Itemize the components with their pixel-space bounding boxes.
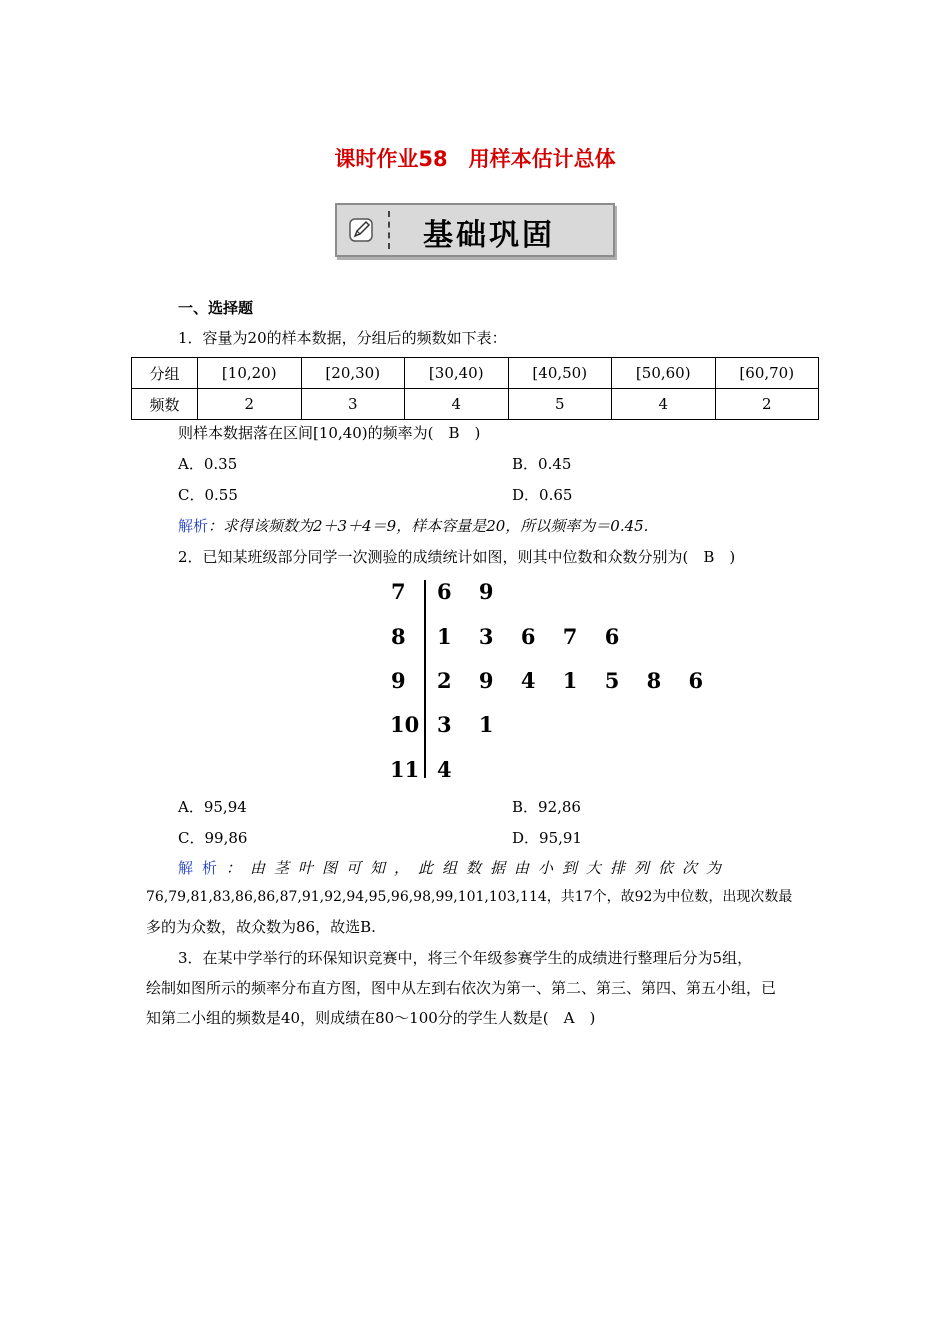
table-cell: [30,40) xyxy=(405,358,509,389)
stem-value: 9 xyxy=(391,668,406,693)
analysis-label: 解析 xyxy=(178,517,209,535)
q1-option-d: D．0.65 xyxy=(512,486,573,504)
q2-stem: 2．已知某班级部分同学一次测验的成绩统计如图，则其中位数和众数分别为( B ) xyxy=(178,548,736,566)
q3-line2: 绘制如图所示的频率分布直方图，图中从左到右依次为第一、第二、第三、第四、第五小组，已 xyxy=(146,979,777,997)
section-heading: 一、选择题 xyxy=(178,299,254,317)
leaf-values: 1 3 6 7 6 xyxy=(437,624,630,649)
table-cell: [10,20) xyxy=(198,358,302,389)
stem-value: 10 xyxy=(390,712,420,737)
pencil-icon xyxy=(347,216,375,244)
q2-option-d: D．95,91 xyxy=(512,829,582,847)
table-cell: 4 xyxy=(405,389,509,420)
table-cell: [50,60) xyxy=(612,358,716,389)
analysis-text: ：由茎叶图可知，此组数据由小到大排列依次为 xyxy=(226,859,731,877)
q1-option-a: A．0.35 xyxy=(178,455,238,473)
table-cell: [60,70) xyxy=(715,358,819,389)
table-cell: 频数 xyxy=(132,389,198,420)
q2-option-a: A．95,94 xyxy=(178,798,247,816)
analysis-text: ：求得该频数为2＋3＋4＝9，样本容量是20，所以频率为＝0.45. xyxy=(208,517,649,535)
banner-divider xyxy=(388,211,390,249)
stem-value: 11 xyxy=(390,757,420,782)
q2-analysis-line1 xyxy=(178,857,730,878)
leaf-values: 3 1 xyxy=(437,712,504,737)
q2-option-c: C．99,86 xyxy=(178,829,248,847)
analysis-label: 解析 xyxy=(178,859,227,877)
leaf-values: 2 9 4 1 5 8 6 xyxy=(437,668,714,693)
table-cell: [40,50) xyxy=(508,358,612,389)
stem-value: 8 xyxy=(391,624,406,649)
q2-analysis-line2: 76,79,81,83,86,86,87,91,92,94,95,96,98,99,101,103,114，共17个，故92为中位数，出现次数最 xyxy=(146,889,793,905)
table-cell: 4 xyxy=(612,389,716,420)
table-cell: 分组 xyxy=(132,358,198,389)
table-cell: [20,30) xyxy=(301,358,405,389)
leaf-values: 4 xyxy=(437,757,462,782)
table-row xyxy=(132,389,819,420)
leaf-values: 6 9 xyxy=(437,579,504,604)
section-banner xyxy=(335,203,615,257)
stem-leaf-divider xyxy=(424,580,426,778)
table-row xyxy=(132,358,819,389)
q1-option-c: C．0.55 xyxy=(178,486,238,504)
banner-label: 基础巩固 xyxy=(423,218,555,253)
q3-line3: 知第二小组的频数是40，则成绩在80～100分的学生人数是( A ) xyxy=(146,1009,596,1027)
frequency-table xyxy=(131,357,819,420)
q2-analysis-line3: 多的为众数，故众数为86，故选B. xyxy=(146,918,376,936)
table-cell: 5 xyxy=(508,389,612,420)
q2-option-b: B．92,86 xyxy=(512,798,581,816)
q3-line1: 3．在某中学举行的环保知识竞赛中，将三个年级参赛学生的成绩进行整理后分为5组， xyxy=(178,949,753,967)
table-cell: 2 xyxy=(715,389,819,420)
q1-stem: 1．容量为20的样本数据，分组后的频数如下表： xyxy=(178,329,507,347)
stem-value: 7 xyxy=(391,579,406,604)
page-title: 课时作业58 用样本估计总体 xyxy=(334,147,616,171)
q1-option-b: B．0.45 xyxy=(512,455,572,473)
q1-question: 则样本数据落在区间[10,40)的频率为( B ) xyxy=(178,424,481,442)
table-cell: 2 xyxy=(198,389,302,420)
table-cell: 3 xyxy=(301,389,405,420)
q1-analysis xyxy=(178,515,648,536)
